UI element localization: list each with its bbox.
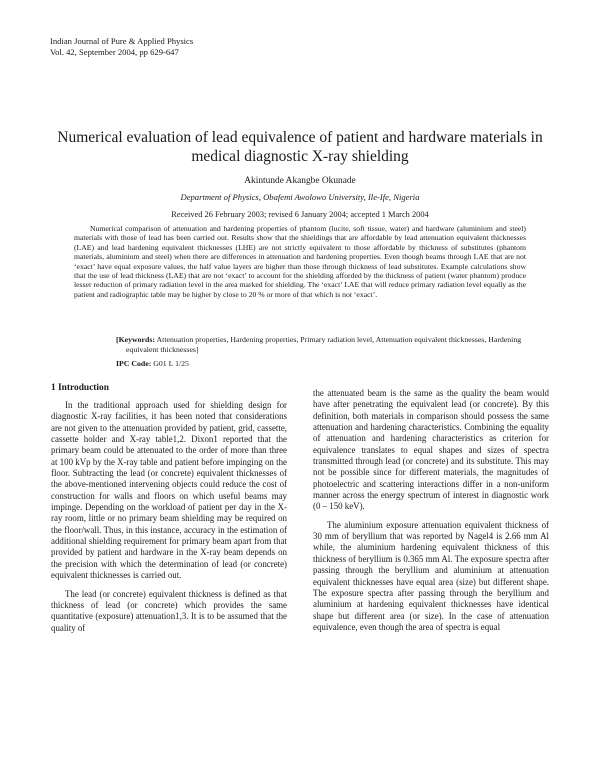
body-paragraph: The aluminium exposure attenuation equivalent thickness of 30 mm of beryllium that was reported by Nagel4 is 2.66 mm Al while, the aluminium hardening equivalent thickness of this thickness of beryllium is 0.365 mm Al. The exposure spectra after passing through the beryllium and aluminium at attenuation equivalent thicknesses have equal area (size) but different shape. The exposure spectra after passing through the beryllium and aluminium at hardening equivalent thicknesses have identical shape but different area (or size). In the case of attenuation equivalence, even though the area of spectra is equal <box>313 519 549 632</box>
body-paragraph: the attenuated beam is the same as the quality the beam would have after penetrating the equivalent lead (or concrete). By this definition, both materials in comparison should possess the same attenuation and hardening characteristics. Combining the equality of attenuation and hardening characteristics as criterion for equivalence translates to equal shapes and sizes of spectra transmitted through lead (or concrete) and its substitute. This may not be possible since for different materials, the magnitudes of photoelectric and scattering interactions differ in a non-uniform manner across the energy spectrum of interest in diagnostic work (0 – 150 keV). <box>313 388 549 512</box>
author-name: Akintunde Akangbe Okunade <box>244 176 356 186</box>
keywords-block <box>116 335 538 356</box>
author-affiliation: Department of Physics, Obafemi Awolowo University, Ile-Ife, Nigeria <box>180 192 420 202</box>
right-column <box>313 388 549 640</box>
body-paragraph: In the traditional approach used for shielding design for diagnostic X-ray facilities, it has been noted that considerations are not given to the attenuation provided by patient, grid, cassette, cassette holder and X-ray table1,2. Dixon1 reported that the primary beam could be attenuated to the order of more than three at 100 kVp by the X-ray table and patient before impinging on the floor. Subtracting the lead (or concrete) equivalent thicknesses of the above-mentioned intervening objects could reduce the cost of construction for walls and floors on which useful beams may impinge. Depending on the workload of patient per day in the X-ray room, little or no primary beam shielding may be required on the floor/wall. Thus, in this instance, accuracy in the estimation of additional shielding requirement for primary beam apart from that provided by patient and hardware in the X-ray beam depends on the precision with which the determination of lead (or concrete) equivalent thicknesses is carried out. <box>51 400 287 581</box>
ipc-label: IPC Code: <box>116 359 152 368</box>
body-paragraph: The lead (or concrete) equivalent thickness is defined as that thickness of lead (or concrete) which provides the same quantitative (exposure) attenuation1,3. It is to be assumed that the quality of <box>51 588 287 633</box>
ipc-code <box>116 359 189 368</box>
received-dates: Received 26 February 2003; revised 6 January 2004; accepted 1 March 2004 <box>171 210 429 219</box>
left-column <box>51 382 287 641</box>
volume-info: Vol. 42, September 2004, pp 629-647 <box>50 47 179 57</box>
keywords-text: Attenuation properties, Hardening properties, Primary radiation level, Attenuation equivalent thicknesses, Hardening equivalent thicknesses] <box>126 335 522 355</box>
journal-header <box>50 36 193 58</box>
section-heading: 1 Introduction <box>51 383 109 393</box>
abstract: Numerical comparison of attenuation and hardening properties of phantom (lucite, soft tissue, water) and hardware (aluminium and steel) materials with those of lead has been carried out. Results show that the shieldings that are affordable by lead attenuation equivalent thicknesses (LAE) and lead hardening equivalent thicknesses (LHE) are not strictly equivalent to those affordable by thickness of substitutes (phantom materials, aluminium and steel) when there are differences in attenuation and hardening properties. Even though beams through LAE that are not ‘exact’ have equal exposure values, the half value layers are higher than those through thickness of lead substitutes. Example calculations show that the use of lead thickness (LAE) that are not ‘exact’ to account for the shielding afforded by the thickness of patient (water phantom) produce lesser reduction of primary radiation level in the area marked for shielding. The ‘exact’ LAE that will reduce primary radiation level equally as the patient and radiographic table may be higher by close to 20 % or more of that which is not ‘exact’. <box>74 224 526 299</box>
ipc-value: G01 L 1/25 <box>153 359 189 368</box>
keywords-label: [Keywords: <box>116 335 155 344</box>
article-title: Numerical evaluation of lead equivalence of patient and hardware materials in medical diagnostic X-ray shielding <box>57 129 543 165</box>
journal-name: Indian Journal of Pure & Applied Physics <box>50 36 194 46</box>
